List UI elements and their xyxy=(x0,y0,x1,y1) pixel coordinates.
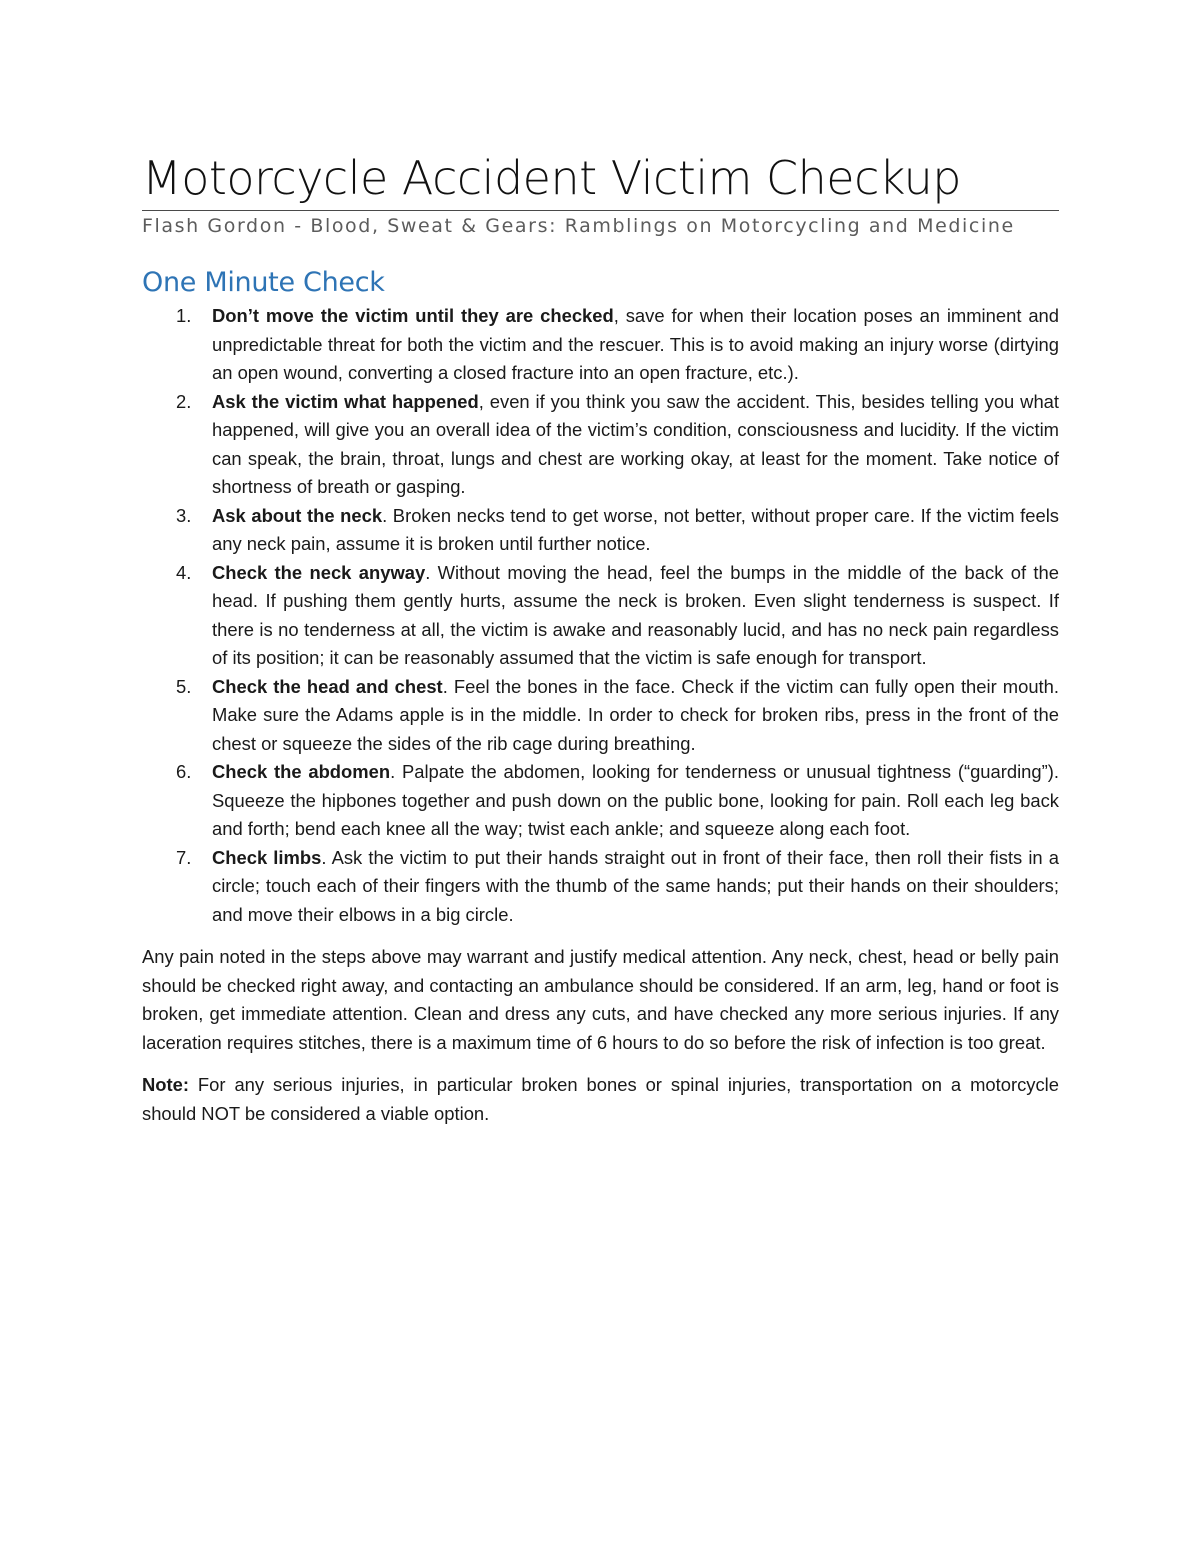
step-number: 4. xyxy=(176,561,192,583)
summary-paragraph: Any pain noted in the steps above may warrant and justify medical attention. Any neck, chest, head or belly pain should be checked right away, and contacting an ambulance should be considered. If an arm, leg, hand or foot is broken, get immediate attention. Clean and dress any cuts, and have checked any more serious injuries. If any laceration requires stitches, there is a maximum time of 6 hours to do so before the risk of infection is too great. xyxy=(142,946,1059,1053)
list-item xyxy=(142,302,1059,388)
step-lead: Check limbs xyxy=(212,846,322,868)
document-page xyxy=(142,148,1059,1128)
note-text: For any serious injuries, in particular broken bones or spinal injuries, transportation on a motorcycle should NOT be considered a viable option. xyxy=(142,1074,1059,1124)
step-text: , even if you think you saw the accident. This, besides telling you what happened, will give you an overall idea of the victim’s condition, consciousness and lucidity. If the victim can speak, the brain, throat, lungs and chest are working okay, at least for the moment. Take notice of shortness of breath or gasping. xyxy=(212,390,1060,497)
step-number: 3. xyxy=(176,504,192,526)
steps-list xyxy=(142,302,1059,929)
title-divider xyxy=(142,210,1059,211)
step-lead: Check the head and chest xyxy=(212,675,443,697)
note-label: Note: xyxy=(142,1074,189,1095)
step-text: . Feel the bones in the face. Check if the victim can fully open their mouth. Make sure the Adams apple is in the middle. In order to check for broken ribs, press in the front of the chest or squeeze the sides of the rib cage during breathing. xyxy=(212,675,1059,754)
step-number: 5. xyxy=(176,675,192,697)
step-number: 1. xyxy=(176,305,192,326)
step-lead: Ask the victim what happened xyxy=(212,390,479,412)
step-text: . Without moving the head, feel the bumps in the middle of the back of the head. If pushing them gently hurts, assume the neck is broken. Even slight tenderness is suspect. If there is no tenderness at all, the victim is awake and reasonably lucid, and has no neck pain regardless of its position; it can be reasonably assumed that the victim is safe enough for transport. xyxy=(212,561,1059,668)
document-subtitle: Flash Gordon - Blood, Sweat & Gears: Ramblings on Motorcycling and Medicine xyxy=(142,215,1015,237)
step-lead: Don’t move the victim until they are checked xyxy=(212,305,614,326)
step-lead: Ask about the neck xyxy=(212,504,383,526)
list-item xyxy=(142,758,1059,844)
list-item xyxy=(142,673,1059,759)
step-number: 7. xyxy=(176,846,192,868)
step-lead: Check the neck anyway xyxy=(212,561,426,583)
step-text: . Palpate the abdomen, looking for tenderness or unusual tightness (“guarding”). Squeeze the hipbones together and push down on the public bone, looking for pain. Roll each leg back and forth; bend each knee all the way; twist each ankle; and squeeze along each foot. xyxy=(212,761,1059,839)
step-number: 6. xyxy=(176,761,192,782)
step-number: 2. xyxy=(176,390,192,412)
list-item xyxy=(142,388,1059,502)
list-item xyxy=(142,559,1059,673)
list-item xyxy=(142,844,1059,930)
document-title: Motorcycle Accident Victim Checkup xyxy=(142,151,961,205)
section-heading: One Minute Check xyxy=(142,267,385,298)
step-lead: Check the abdomen xyxy=(212,761,391,782)
list-item xyxy=(142,502,1059,559)
note-paragraph xyxy=(142,1071,1059,1128)
step-text: , save for when their location poses an imminent and unpredictable threat for both the victim and the rescuer. This is to avoid making an injury worse (dirtying an open wound, converting a closed fracture into an open fracture, etc.). xyxy=(212,305,1060,383)
step-text: . Broken necks tend to get worse, not better, without proper care. If the victim feels any neck pain, assume it is broken until further notice. xyxy=(212,504,1059,554)
step-text: . Ask the victim to put their hands straight out in front of their face, then roll their fists in a circle; touch each of their fingers with the thumb of the same hands; put their hands on their shoulders; and move their elbows in a big circle. xyxy=(212,846,1060,925)
